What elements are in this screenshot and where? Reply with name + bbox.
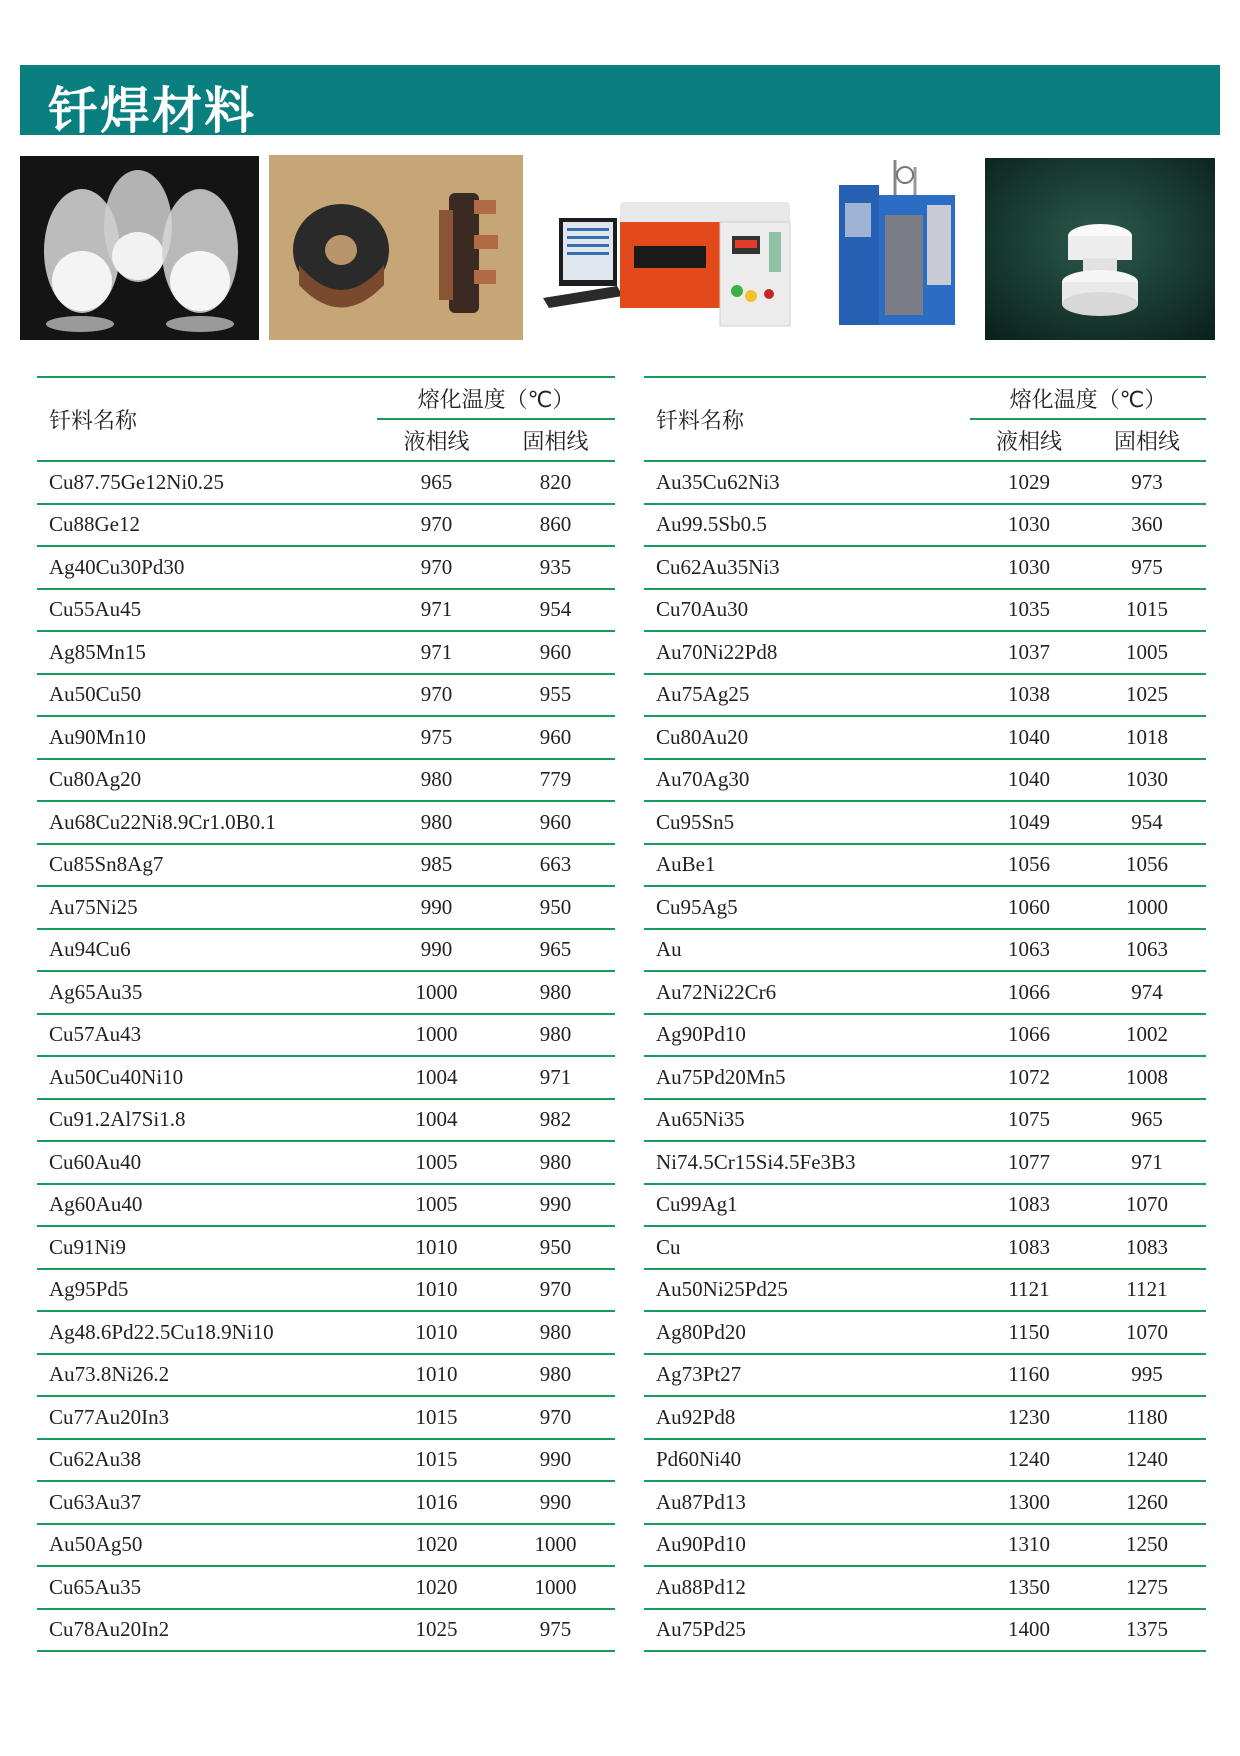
- liquidus-cell: 1072: [970, 1056, 1088, 1099]
- liquidus-cell: 1150: [970, 1311, 1088, 1354]
- liquidus-cell: 1230: [970, 1396, 1088, 1439]
- brazed-parts-photo: [269, 155, 523, 340]
- solidus-cell: 1250: [1088, 1524, 1206, 1567]
- material-name-cell: Ag85Mn15: [37, 631, 377, 674]
- liquidus-cell: 1350: [970, 1566, 1088, 1609]
- table-row: [644, 971, 1206, 1014]
- table-row: [644, 1311, 1206, 1354]
- liquidus-cell: 990: [377, 886, 496, 929]
- solidus-cell: 990: [496, 1481, 615, 1524]
- solidus-cell: 1025: [1088, 674, 1206, 717]
- solidus-cell: 860: [496, 504, 615, 547]
- table-row: [37, 674, 615, 717]
- liquidus-cell: 1004: [377, 1099, 496, 1142]
- table-row: [37, 844, 615, 887]
- table-row: [644, 1481, 1206, 1524]
- material-name-cell: Ag65Au35: [37, 971, 377, 1014]
- liquidus-cell: 1077: [970, 1141, 1088, 1184]
- material-name-cell: Au: [644, 929, 970, 972]
- material-name-cell: Cu70Au30: [644, 589, 970, 632]
- table-body-left: [37, 461, 615, 1651]
- material-name-cell: Cu85Sn8Ag7: [37, 844, 377, 887]
- material-name-cell: Au92Pd8: [644, 1396, 970, 1439]
- material-name-cell: Au50Cu50: [37, 674, 377, 717]
- solidus-cell: 974: [1088, 971, 1206, 1014]
- table-row: [644, 844, 1206, 887]
- solidus-cell: 1275: [1088, 1566, 1206, 1609]
- material-name-cell: Au70Ni22Pd8: [644, 631, 970, 674]
- liquidus-cell: 1038: [970, 674, 1088, 717]
- solidus-cell: 950: [496, 886, 615, 929]
- material-name-cell: Au50Ag50: [37, 1524, 377, 1567]
- liquidus-cell: 1005: [377, 1184, 496, 1227]
- table-row: [644, 589, 1206, 632]
- material-name-cell: Au72Ni22Cr6: [644, 971, 970, 1014]
- solidus-cell: 663: [496, 844, 615, 887]
- solidus-cell: 779: [496, 759, 615, 802]
- table-row: [644, 1014, 1206, 1057]
- table-row: [644, 631, 1206, 674]
- material-name-cell: Cu77Au20In3: [37, 1396, 377, 1439]
- solidus-cell: 360: [1088, 504, 1206, 547]
- liquidus-cell: 1005: [377, 1141, 496, 1184]
- table-row: [37, 1311, 615, 1354]
- solidus-cell: 1005: [1088, 631, 1206, 674]
- header-melting-temp: 熔化温度（℃）: [377, 377, 615, 419]
- material-name-cell: Ag48.6Pd22.5Cu18.9Ni10: [37, 1311, 377, 1354]
- solidus-cell: 965: [496, 929, 615, 972]
- material-name-cell: Au99.5Sb0.5: [644, 504, 970, 547]
- ceramic-part-photo: [985, 158, 1215, 340]
- liquidus-cell: 1240: [970, 1439, 1088, 1482]
- material-name-cell: Au73.8Ni26.2: [37, 1354, 377, 1397]
- liquidus-cell: 985: [377, 844, 496, 887]
- table-row: [644, 546, 1206, 589]
- table-row: [37, 886, 615, 929]
- solidus-cell: 955: [496, 674, 615, 717]
- solidus-cell: 965: [1088, 1099, 1206, 1142]
- solidus-cell: 1070: [1088, 1184, 1206, 1227]
- table-row: [37, 1396, 615, 1439]
- liquidus-cell: 1049: [970, 801, 1088, 844]
- material-name-cell: Cu80Ag20: [37, 759, 377, 802]
- powder-flasks-photo: [20, 156, 259, 340]
- solidus-cell: 973: [1088, 461, 1206, 504]
- material-name-cell: Cu62Au38: [37, 1439, 377, 1482]
- material-name-cell: Au70Ag30: [644, 759, 970, 802]
- liquidus-cell: 1400: [970, 1609, 1088, 1652]
- table-row: [37, 1524, 615, 1567]
- powder-flasks-image: [20, 156, 259, 340]
- liquidus-cell: 980: [377, 759, 496, 802]
- header-solidus: 固相线: [496, 419, 615, 461]
- material-name-cell: Au88Pd12: [644, 1566, 970, 1609]
- liquidus-cell: 1020: [377, 1524, 496, 1567]
- material-name-cell: Cu87.75Ge12Ni0.25: [37, 461, 377, 504]
- solidus-cell: 971: [496, 1056, 615, 1099]
- table-row: [644, 674, 1206, 717]
- solidus-cell: 820: [496, 461, 615, 504]
- table-row: [644, 1524, 1206, 1567]
- liquidus-cell: 1310: [970, 1524, 1088, 1567]
- solidus-cell: 1260: [1088, 1481, 1206, 1524]
- table-row: [37, 1056, 615, 1099]
- table-row: [37, 1226, 615, 1269]
- material-name-cell: Ag80Pd20: [644, 1311, 970, 1354]
- table-row: [37, 1481, 615, 1524]
- liquidus-cell: 1000: [377, 971, 496, 1014]
- liquidus-cell: 1020: [377, 1566, 496, 1609]
- brazing-table-left: [37, 376, 615, 1652]
- liquidus-cell: 1030: [970, 504, 1088, 547]
- table-row: [37, 971, 615, 1014]
- table-row: [644, 1396, 1206, 1439]
- material-name-cell: Au65Ni35: [644, 1099, 970, 1142]
- liquidus-cell: 1025: [377, 1609, 496, 1652]
- liquidus-cell: 1056: [970, 844, 1088, 887]
- liquidus-cell: 971: [377, 589, 496, 632]
- solidus-cell: 1002: [1088, 1014, 1206, 1057]
- liquidus-cell: 1037: [970, 631, 1088, 674]
- material-name-cell: Au75Pd20Mn5: [644, 1056, 970, 1099]
- liquidus-cell: 1030: [970, 546, 1088, 589]
- material-name-cell: Cu63Au37: [37, 1481, 377, 1524]
- solidus-cell: 971: [1088, 1141, 1206, 1184]
- liquidus-cell: 1029: [970, 461, 1088, 504]
- solidus-cell: 980: [496, 1311, 615, 1354]
- solidus-cell: 960: [496, 716, 615, 759]
- material-name-cell: Au50Ni25Pd25: [644, 1269, 970, 1312]
- solidus-cell: 980: [496, 1354, 615, 1397]
- table-row: [37, 759, 615, 802]
- reflow-oven-photo: [537, 196, 802, 336]
- table-row: [37, 589, 615, 632]
- liquidus-cell: 980: [377, 801, 496, 844]
- table-row: [37, 1439, 615, 1482]
- ceramic-part-image: [985, 158, 1215, 340]
- liquidus-cell: 1040: [970, 716, 1088, 759]
- material-name-cell: Au94Cu6: [37, 929, 377, 972]
- material-name-cell: Cu95Ag5: [644, 886, 970, 929]
- material-name-cell: Ag73Pt27: [644, 1354, 970, 1397]
- liquidus-cell: 1040: [970, 759, 1088, 802]
- header-melting-temp: 熔化温度（℃）: [970, 377, 1206, 419]
- table-row: [644, 801, 1206, 844]
- page-title: 钎焊材料: [48, 82, 256, 140]
- table-row: [37, 504, 615, 547]
- table-row: [37, 929, 615, 972]
- liquidus-cell: 1004: [377, 1056, 496, 1099]
- table-row: [37, 631, 615, 674]
- liquidus-cell: 1010: [377, 1354, 496, 1397]
- solidus-cell: 980: [496, 1141, 615, 1184]
- table-row: [37, 1269, 615, 1312]
- liquidus-cell: 1010: [377, 1226, 496, 1269]
- solidus-cell: 1030: [1088, 759, 1206, 802]
- liquidus-cell: 1010: [377, 1269, 496, 1312]
- material-name-cell: Au75Ag25: [644, 674, 970, 717]
- table-row: [37, 1184, 615, 1227]
- table-row: [644, 759, 1206, 802]
- solidus-cell: 980: [496, 971, 615, 1014]
- header-liquidus: 液相线: [377, 419, 496, 461]
- material-name-cell: Ag95Pd5: [37, 1269, 377, 1312]
- solidus-cell: 990: [496, 1439, 615, 1482]
- header-material-name: 钎料名称: [37, 377, 377, 461]
- material-name-cell: Cu95Sn5: [644, 801, 970, 844]
- material-name-cell: Ni74.5Cr15Si4.5Fe3B3: [644, 1141, 970, 1184]
- solidus-cell: 975: [496, 1609, 615, 1652]
- material-name-cell: Cu60Au40: [37, 1141, 377, 1184]
- table-row: [644, 504, 1206, 547]
- table-row: [644, 1269, 1206, 1312]
- material-name-cell: Cu62Au35Ni3: [644, 546, 970, 589]
- solidus-cell: 1015: [1088, 589, 1206, 632]
- solidus-cell: 1000: [496, 1524, 615, 1567]
- table-row: [644, 1609, 1206, 1652]
- liquidus-cell: 1121: [970, 1269, 1088, 1312]
- material-name-cell: Au90Mn10: [37, 716, 377, 759]
- solidus-cell: 1083: [1088, 1226, 1206, 1269]
- vacuum-furnace-image: [835, 155, 960, 335]
- material-name-cell: Au90Pd10: [644, 1524, 970, 1567]
- liquidus-cell: 1010: [377, 1311, 496, 1354]
- material-name-cell: Ag90Pd10: [644, 1014, 970, 1057]
- liquidus-cell: 1016: [377, 1481, 496, 1524]
- table-row: [644, 461, 1206, 504]
- material-name-cell: Ag40Cu30Pd30: [37, 546, 377, 589]
- liquidus-cell: 1160: [970, 1354, 1088, 1397]
- liquidus-cell: 1063: [970, 929, 1088, 972]
- material-name-cell: Au50Cu40Ni10: [37, 1056, 377, 1099]
- solidus-cell: 1240: [1088, 1439, 1206, 1482]
- material-name-cell: Cu55Au45: [37, 589, 377, 632]
- solidus-cell: 1121: [1088, 1269, 1206, 1312]
- table-row: [37, 1099, 615, 1142]
- brazed-parts-image: [269, 155, 523, 340]
- vacuum-furnace-photo: [835, 155, 960, 335]
- table-row: [37, 1609, 615, 1652]
- solidus-cell: 975: [1088, 546, 1206, 589]
- liquidus-cell: 1035: [970, 589, 1088, 632]
- table-row: [644, 929, 1206, 972]
- reflow-oven-image: [537, 196, 802, 336]
- table-row: [644, 1056, 1206, 1099]
- table-body-right: [644, 461, 1206, 1651]
- table-row: [644, 1141, 1206, 1184]
- solidus-cell: 970: [496, 1269, 615, 1312]
- table-row: [644, 716, 1206, 759]
- solidus-cell: 1375: [1088, 1609, 1206, 1652]
- solidus-cell: 960: [496, 631, 615, 674]
- material-name-cell: Cu57Au43: [37, 1014, 377, 1057]
- solidus-cell: 954: [496, 589, 615, 632]
- liquidus-cell: 975: [377, 716, 496, 759]
- solidus-cell: 1063: [1088, 929, 1206, 972]
- material-name-cell: Cu91Ni9: [37, 1226, 377, 1269]
- liquidus-cell: 1083: [970, 1226, 1088, 1269]
- solidus-cell: 954: [1088, 801, 1206, 844]
- table-row: [37, 1566, 615, 1609]
- material-name-cell: Cu99Ag1: [644, 1184, 970, 1227]
- header-solidus: 固相线: [1088, 419, 1206, 461]
- material-name-cell: Au75Ni25: [37, 886, 377, 929]
- table-row: [37, 1141, 615, 1184]
- liquidus-cell: 970: [377, 674, 496, 717]
- table-row: [37, 546, 615, 589]
- liquidus-cell: 971: [377, 631, 496, 674]
- material-name-cell: Pd60Ni40: [644, 1439, 970, 1482]
- solidus-cell: 960: [496, 801, 615, 844]
- header-material-name: 钎料名称: [644, 377, 970, 461]
- material-name-cell: Au68Cu22Ni8.9Cr1.0B0.1: [37, 801, 377, 844]
- material-name-cell: AuBe1: [644, 844, 970, 887]
- solidus-cell: 1070: [1088, 1311, 1206, 1354]
- solidus-cell: 935: [496, 546, 615, 589]
- liquidus-cell: 1015: [377, 1396, 496, 1439]
- table-row: [644, 886, 1206, 929]
- solidus-cell: 950: [496, 1226, 615, 1269]
- solidus-cell: 1008: [1088, 1056, 1206, 1099]
- liquidus-cell: 965: [377, 461, 496, 504]
- header-liquidus: 液相线: [970, 419, 1088, 461]
- table-row: [644, 1099, 1206, 1142]
- material-name-cell: Cu88Ge12: [37, 504, 377, 547]
- solidus-cell: 1000: [1088, 886, 1206, 929]
- solidus-cell: 1180: [1088, 1396, 1206, 1439]
- material-name-cell: Cu91.2Al7Si1.8: [37, 1099, 377, 1142]
- liquidus-cell: 1083: [970, 1184, 1088, 1227]
- table-row: [644, 1566, 1206, 1609]
- liquidus-cell: 1015: [377, 1439, 496, 1482]
- table-row: [644, 1184, 1206, 1227]
- solidus-cell: 1056: [1088, 844, 1206, 887]
- material-name-cell: Ag60Au40: [37, 1184, 377, 1227]
- table-row: [37, 716, 615, 759]
- material-name-cell: Au87Pd13: [644, 1481, 970, 1524]
- material-name-cell: Au35Cu62Ni3: [644, 461, 970, 504]
- liquidus-cell: 970: [377, 504, 496, 547]
- liquidus-cell: 1000: [377, 1014, 496, 1057]
- liquidus-cell: 970: [377, 546, 496, 589]
- liquidus-cell: 990: [377, 929, 496, 972]
- table-row: [37, 461, 615, 504]
- liquidus-cell: 1066: [970, 1014, 1088, 1057]
- liquidus-cell: 1300: [970, 1481, 1088, 1524]
- solidus-cell: 995: [1088, 1354, 1206, 1397]
- table-row: [37, 1354, 615, 1397]
- table-row: [37, 801, 615, 844]
- solidus-cell: 1018: [1088, 716, 1206, 759]
- solidus-cell: 980: [496, 1014, 615, 1057]
- brazing-table-right: [644, 376, 1206, 1652]
- material-name-cell: Cu78Au20In2: [37, 1609, 377, 1652]
- title-banner: [20, 65, 1220, 140]
- material-name-cell: Au75Pd25: [644, 1609, 970, 1652]
- liquidus-cell: 1066: [970, 971, 1088, 1014]
- material-name-cell: Cu80Au20: [644, 716, 970, 759]
- table-row: [37, 1014, 615, 1057]
- table-row: [644, 1354, 1206, 1397]
- solidus-cell: 970: [496, 1396, 615, 1439]
- table-row: [644, 1439, 1206, 1482]
- solidus-cell: 990: [496, 1184, 615, 1227]
- solidus-cell: 1000: [496, 1566, 615, 1609]
- liquidus-cell: 1075: [970, 1099, 1088, 1142]
- material-name-cell: Cu65Au35: [37, 1566, 377, 1609]
- liquidus-cell: 1060: [970, 886, 1088, 929]
- material-name-cell: Cu: [644, 1226, 970, 1269]
- solidus-cell: 982: [496, 1099, 615, 1142]
- table-row: [644, 1226, 1206, 1269]
